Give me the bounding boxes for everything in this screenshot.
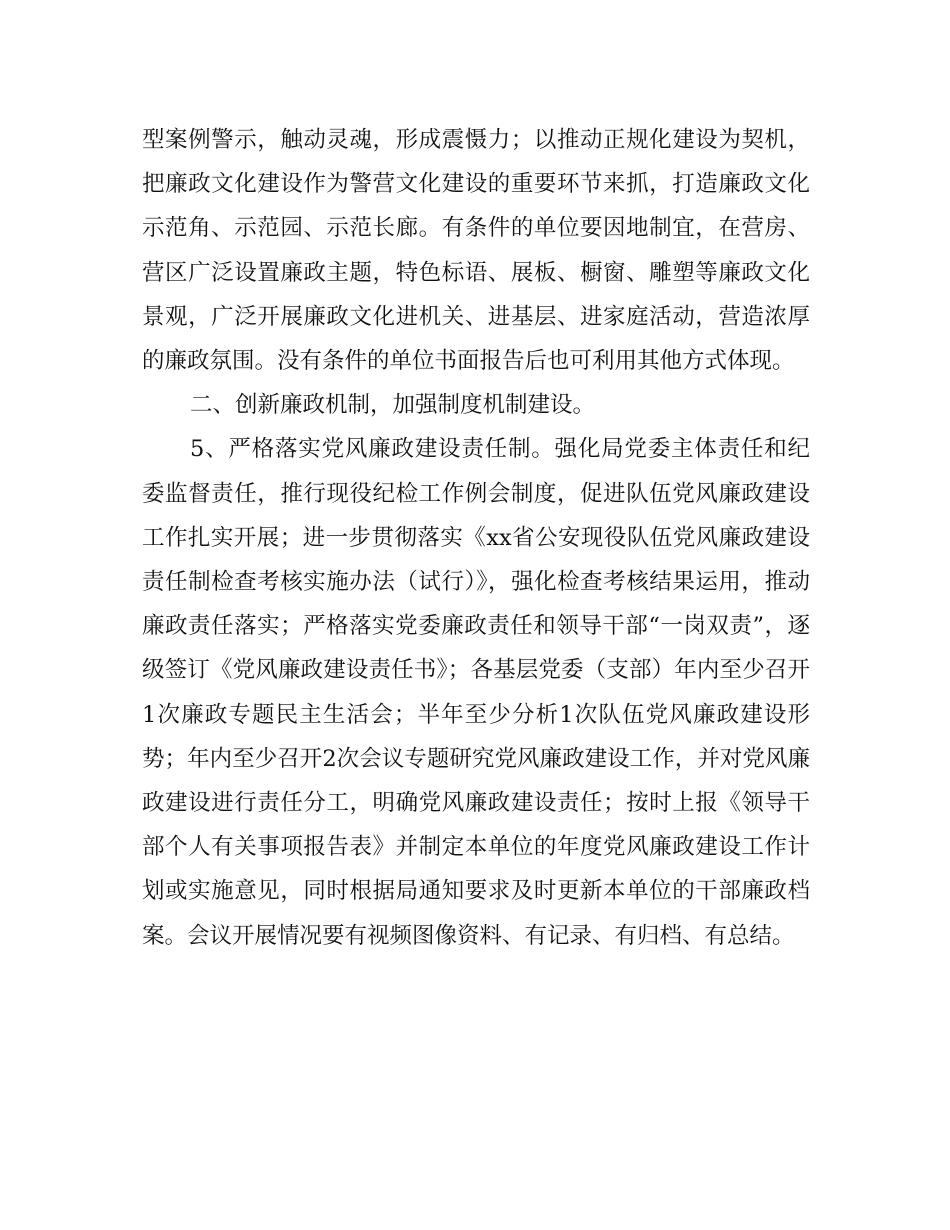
paragraph-item-5: 5、严格落实党风廉政建设责任制。强化局党委主体责任和纪委监督责任，推行现役纪检工作例会制度，促进队伍党风廉政建设工作扎实开展；进一步贯彻落实《xx省公安现役队伍党风廉政建设责任制检查考核实施办法（试行）》，强化检查考核结果运用，推动廉政责任落实；严格落实党委廉政责任和领导干部“一岗双责”，逐级签订《党风廉政建设责任书》；各基层党委（支部）年内至少召开1次廉政专题民主生活会；半年至少分析1次队伍党风廉政建设形势；年内至少召开2次会议专题研究党风廉政建设工作，并对党风廉政建设进行责任分工，明确党风廉政建设责任；按时上报《领导干部个人有关事项报告表》并制定本单位的年度党风廉政建设工作计划或实施意见，同时根据局通知要求及时更新本单位的干部廉政档案。会议开展情况要有视频图像资料、有记录、有归档、有总结。 <box>142 436 810 949</box>
document-body <box>142 118 810 958</box>
section-heading-2: 二、创新廉政机制，加强制度机制建设。 <box>190 392 596 419</box>
paragraph-continuation: 型案例警示，触动灵魂，形成震慑力；以推动正规化建设为契机，把廉政文化建设作为警营文化建设的重要环节来抓，打造廉政文化示范角、示范园、示范长廊。有条件的单位要因地制宜，在营房、营区广泛设置廉政主题，特色标语、展板、橱窗、雕塑等廉政文化景观，广泛开展廉政文化进机关、进基层、进家庭活动，营造浓厚的廉政氛围。没有条件的单位书面报告后也可利用其他方式体现。 <box>142 127 810 375</box>
